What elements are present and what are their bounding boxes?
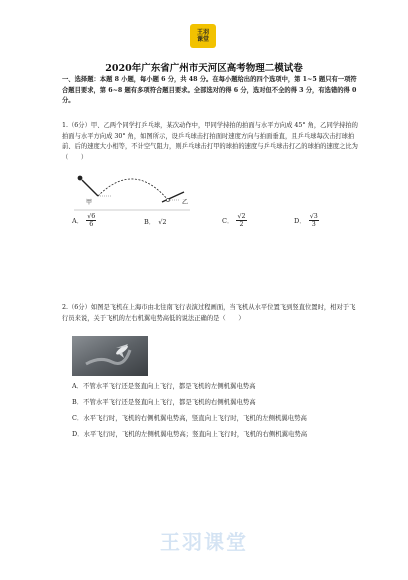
option-a-denominator: 6 <box>89 221 94 228</box>
ping-pong-figure <box>72 170 192 212</box>
option-b-letter: B． <box>144 218 156 226</box>
logo-line-1: 王羽 <box>196 29 209 36</box>
question-2-text: 2.（6分）如图是飞机在上海市由北往南飞行表演过程画面，当飞机从水平位置飞到竖直位置时，相对于飞行员来说，关于飞机的左右机翼电势高低的说法正确的是（ ） <box>62 304 356 322</box>
option-d[interactable] <box>294 213 319 228</box>
brand-logo <box>190 24 216 48</box>
q2-option-a[interactable]: A．不管水平飞行还是竖直向上飞行，都是飞机的左侧机翼电势高 <box>72 382 256 390</box>
q2-option-b[interactable]: B．不管水平飞行还是竖直向上飞行，都是飞机的右侧机翼电势高 <box>72 398 256 406</box>
logo-line-2: 课堂 <box>196 36 209 43</box>
label-yi: 乙 <box>182 199 189 206</box>
section-instructions: 一、选择题：本题 8 小题，每小题 6 分，共 48 分。在每小题给出的四个选项中，第 1~5 题只有一项符合题目要求，第 6~8 题有多项符合题目要求。全部选对的得 6 分，选对但不全的得 3 分，有选错的得 0 分。 <box>62 76 357 104</box>
option-d-numerator: √3 <box>309 213 318 220</box>
option-c-fraction <box>236 213 246 228</box>
ball-trajectory <box>98 179 168 200</box>
watermark-text: 王羽课堂 <box>160 530 248 554</box>
q2-option-c[interactable]: C．水平飞行时，飞机的右侧机翼电势高，竖直向上飞行时，飞机的左侧机翼电势高 <box>72 414 307 422</box>
option-d-fraction <box>309 213 319 228</box>
option-c-denominator: 2 <box>239 221 244 228</box>
option-a-numerator: √6 <box>87 213 96 220</box>
option-c[interactable] <box>222 213 247 228</box>
airplane-photo <box>72 336 148 376</box>
option-a[interactable] <box>72 213 96 228</box>
q2-option-d[interactable]: D．水平飞行时，飞机的左侧机翼电势高；竖直向上飞行时，飞机的右侧机翼电势高 <box>72 430 308 438</box>
question-1-text: 1.（6分）甲、乙两个同学打乒乓球，某次动作中，甲同学持拍的拍面与水平方向成 45° 角，乙同学持拍的拍面与水平方向成 30° 角，如图所示，设乒乓球击打拍面时速度方向与拍面垂直，且乒乓球每次击打球拍前、后的速度大小相等，不计空气阻力，则乒乓球击打甲的球拍的速度与乒乓球击打乙的球拍的速度之比为（ ） <box>62 122 358 161</box>
option-d-denominator: 3 <box>311 221 316 228</box>
option-c-numerator: √2 <box>237 213 246 220</box>
option-b-value: √2 <box>158 217 167 226</box>
option-d-letter: D． <box>294 217 306 225</box>
label-jia: 甲 <box>86 199 93 206</box>
question-1-options <box>72 213 372 235</box>
option-a-fraction <box>86 213 96 228</box>
option-a-letter: A． <box>72 217 84 225</box>
paddle-a <box>82 180 98 196</box>
option-b[interactable] <box>144 217 167 226</box>
option-c-letter: C． <box>222 217 234 225</box>
paddle-a-head <box>78 176 83 181</box>
page-title: 2020年广东省广州市天河区高考物理二模试卷 <box>105 63 303 74</box>
